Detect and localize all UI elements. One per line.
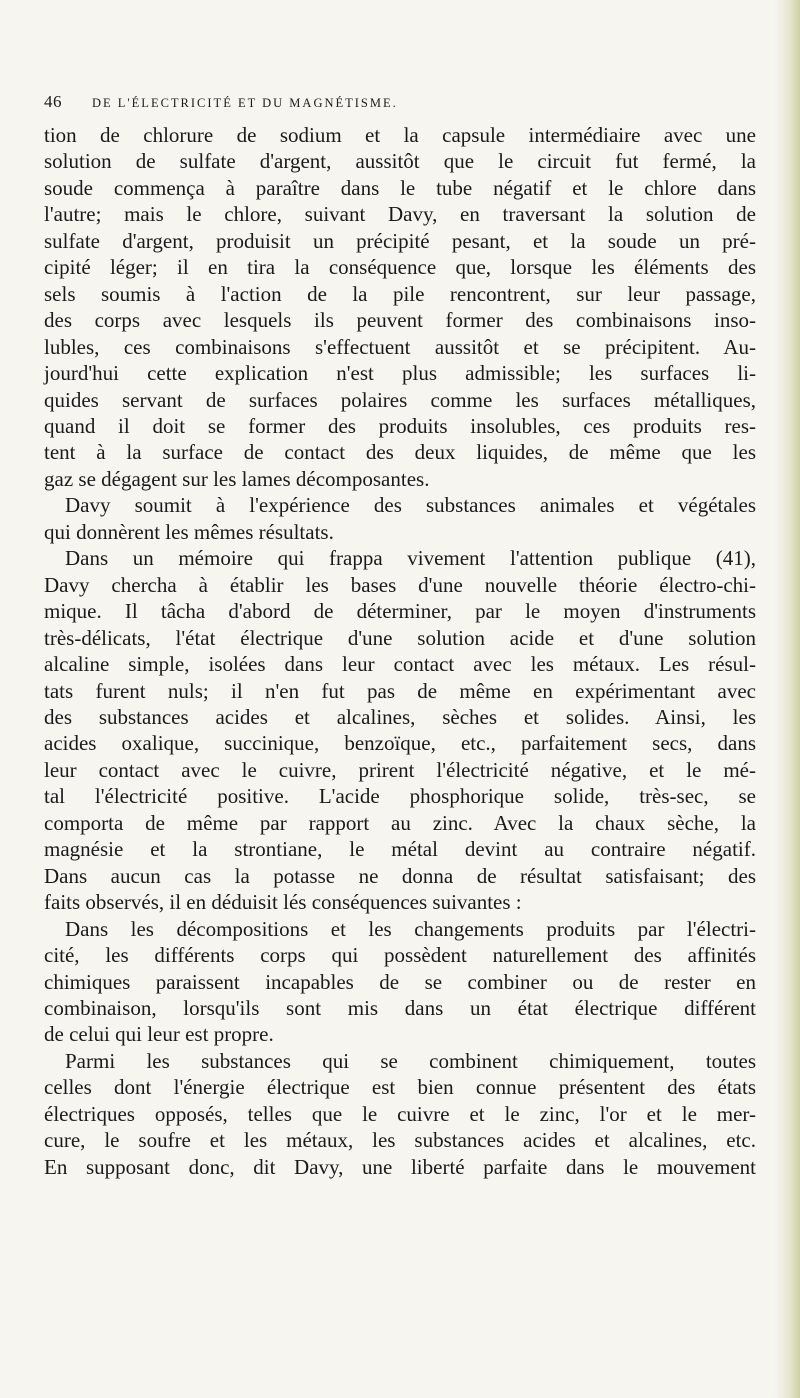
text-line: qui donnèrent les mêmes résultats. [44,519,334,544]
text-line: Davy chercha à établir les bases d'une nouvelle théorie électro-chi- [44,572,756,597]
text-line: des corps avec lesquels ils peuvent former des combinaisons inso- [44,308,756,333]
text-line: solution de sulfate d'argent, aussitôt que le circuit fut fermé, la [44,149,756,174]
text-line: Dans les décompositions et les changements produits par l'électri- [65,916,756,941]
paragraph [44,1048,756,1180]
text-line: tats furent nuls; il n'en fut pas de même en expérimentant avec [44,678,756,703]
text-line: faits observés, il en déduisit lés conséquences suivantes : [44,890,522,915]
text-line: très-délicats, l'état électrique d'une solution acide et d'une solution [44,625,756,650]
paragraph [44,122,756,492]
text-line: acides oxalique, succinique, benzoïque, etc., parfaitement secs, dans [44,731,756,756]
text-line: combinaison, lorsqu'ils sont mis dans un état électrique différent [44,995,756,1020]
text-line: de celui qui leur est propre. [44,1022,274,1047]
page-edge-shadow [774,0,800,1398]
text-line: leur contact avec le cuivre, prirent l'électricité négative, et le mé- [44,757,756,782]
text-line: tion de chlorure de sodium et la capsule intermédiaire avec une [44,123,756,147]
page-number: 46 [44,92,62,111]
text-line: quides servant de surfaces polaires comme les surfaces métalliques, [44,387,756,412]
body-text [44,122,756,1180]
text-line: tal l'électricité positive. L'acide phosphorique solide, très-sec, se [44,784,756,809]
text-line: magnésie et la strontiane, le métal devint au contraire négatif. [44,837,756,862]
text-line: électriques opposés, telles que le cuivre et le zinc, l'or et le mer- [44,1101,756,1126]
text-line: jourd'hui cette explication n'est plus admissible; les surfaces li- [44,361,756,386]
text-line: lubles, ces combinaisons s'effectuent aussitôt et se précipitent. Au- [44,334,756,359]
running-head-title: DE L'ÉLECTRICITÉ ET DU MAGNÉTISME. [92,96,398,110]
text-line: soude commença à paraître dans le tube négatif et le chlore dans [44,175,756,200]
text-line: sels soumis à l'action de la pile rencontrent, sur leur passage, [44,281,756,306]
running-head [44,92,744,114]
paragraph [44,916,756,1048]
text-line: cipité léger; il en tira la conséquence que, lorsque les éléments des [44,255,756,280]
text-line: tent à la surface de contact des deux liquides, de même que les [44,440,756,465]
text-line: Dans un mémoire qui frappa vivement l'attention publique (41), [65,546,756,571]
text-line: des substances acides et alcalines, sèches et solides. Ainsi, les [44,704,756,729]
text-line: cité, les différents corps qui possèdent naturellement des affinités [44,943,756,968]
text-line: quand il doit se former des produits insolubles, ces produits res- [44,413,756,438]
text-line: gaz se dégagent sur les lames décomposantes. [44,466,430,491]
text-line: chimiques paraissent incapables de se combiner ou de rester en [44,969,756,994]
text-line: En supposant donc, dit Davy, une liberté parfaite dans le mouvement [44,1154,756,1179]
text-line: Davy soumit à l'expérience des substances animales et végétales [65,493,756,518]
text-line: alcaline simple, isolées dans leur contact avec les métaux. Les résul- [44,652,756,677]
text-line: cure, le soufre et les métaux, les substances acides et alcalines, etc. [44,1128,756,1153]
text-line: Parmi les substances qui se combinent chimiquement, toutes [65,1048,756,1073]
text-line: sulfate d'argent, produisit un précipité pesant, et la soude un pré- [44,228,756,253]
text-line: l'autre; mais le chlore, suivant Davy, en traversant la solution de [44,202,756,227]
paragraph [44,545,756,915]
text-line: comporta de même par rapport au zinc. Avec la chaux sèche, la [44,810,756,835]
paragraph [44,492,756,545]
text-line: mique. Il tâcha d'abord de déterminer, par le moyen d'instruments [44,599,756,624]
text-line: Dans aucun cas la potasse ne donna de résultat satisfaisant; des [44,863,756,888]
text-line: celles dont l'énergie électrique est bien connue présentent des états [44,1075,756,1100]
